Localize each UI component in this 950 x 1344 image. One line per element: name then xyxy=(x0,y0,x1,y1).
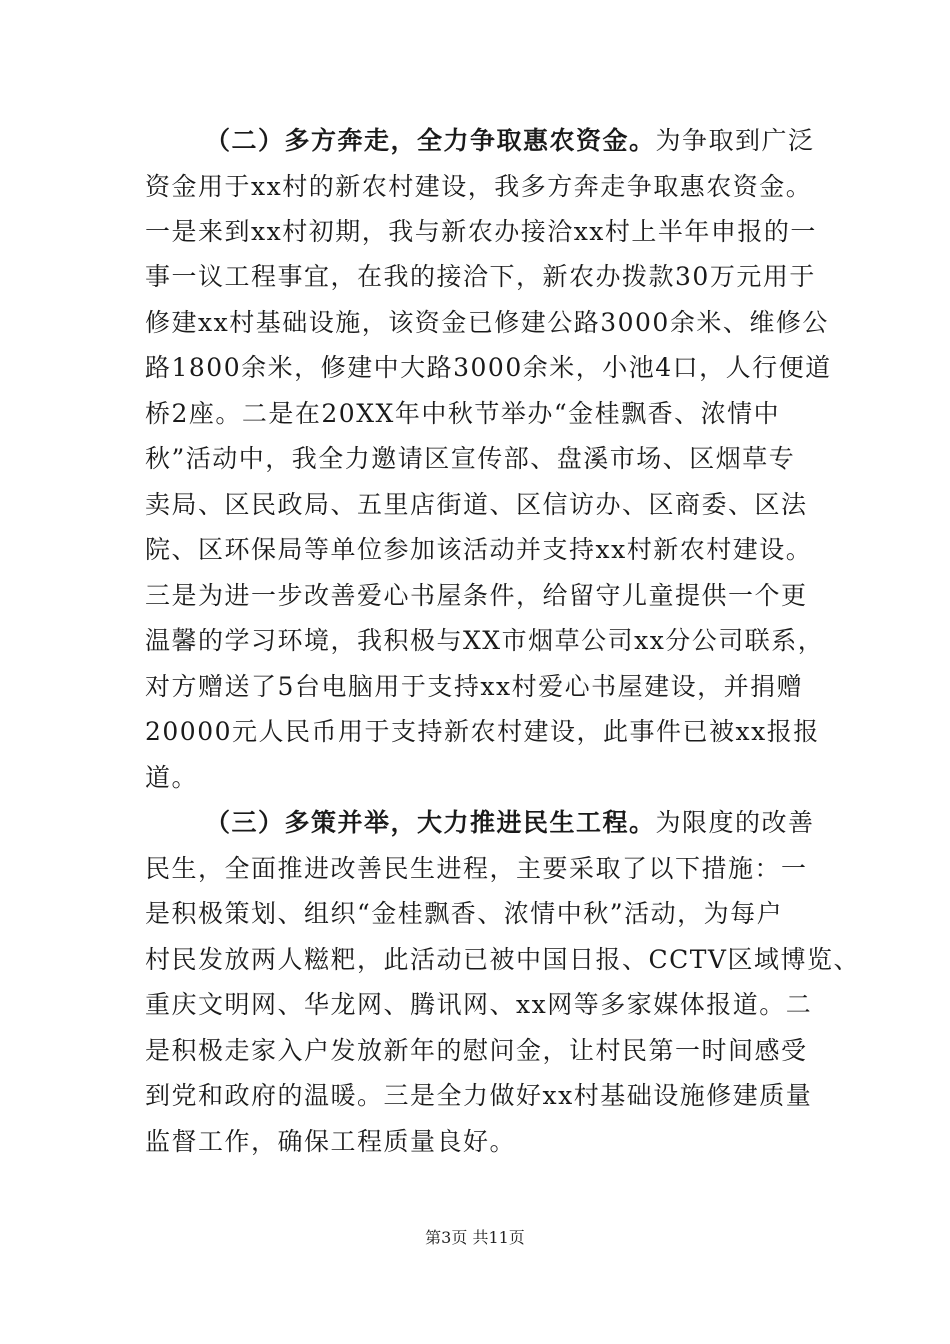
section2-line: 路1800余米，修建中大路3000余米，小池4口，人行便道 xyxy=(145,353,832,382)
section2-line: 三是为进一步改善爱心书屋条件，给留守儿童提供一个更 xyxy=(145,581,808,610)
section2-line: 院、区环保局等单位参加该活动并支持xx村新农村建设。 xyxy=(145,535,813,564)
section2-line: 秋”活动中，我全力邀请区宣传部、盘溪市场、区烟草专 xyxy=(145,444,796,473)
section2-line: 资金用于xx村的新农村建设，我多方奔走争取惠农资金。 xyxy=(145,172,813,201)
section3-line: 重庆文明网、华龙网、腾讯网、xx网等多家媒体报道。二 xyxy=(145,990,813,1019)
section3-heading: （三）多策并举，大力推进民生工程。 xyxy=(205,808,656,837)
section3-line: 村民发放两人糍粑，此活动已被中国日报、CCTV区域博览、 xyxy=(145,945,860,974)
section2-heading: （二）多方奔走，全力争取惠农资金。 xyxy=(205,126,656,155)
section3-line: 是积极策划、组织“金桂飘香、浓情中秋”活动，为每户 xyxy=(145,899,784,928)
section3-first-line xyxy=(205,806,815,840)
section3-line: 是积极走家入户发放新年的慰问金，让村民第一时间感受 xyxy=(145,1036,808,1065)
section2-line: 20000元人民币用于支持新农村建设，此事件已被xx报报 xyxy=(145,717,820,746)
section2-line: 对方赠送了5台电脑用于支持xx村爱心书屋建设，并捐赠 xyxy=(145,672,804,701)
section2-line: 桥2座。二是在20XX年中秋节举办“金桂飘香、浓情中 xyxy=(145,399,781,428)
page-number-footer: 第3页 共11页 xyxy=(425,1228,525,1247)
section2-line: 修建xx村基础设施，该资金已修建公路3000余米、维修公 xyxy=(145,308,829,337)
section2-line: 温馨的学习环境，我积极与XX市烟草公司xx分公司联系， xyxy=(145,626,825,655)
section2-line: 事一议工程事宜，在我的接洽下，新农办拨款30万元用于 xyxy=(145,262,816,291)
section2-first-line xyxy=(205,124,815,158)
section3-line: 民生，全面推进改善民生进程，主要采取了以下措施：一 xyxy=(145,854,808,883)
section3-line: 为限度的改善 xyxy=(655,808,815,837)
section2-line: 为争取到广泛 xyxy=(655,126,815,155)
section3-line: 监督工作，确保工程质量良好。 xyxy=(145,1127,517,1156)
section2-line: 道。 xyxy=(145,763,199,792)
section2-line: 一是来到xx村初期，我与新农办接洽xx村上半年申报的一 xyxy=(145,217,817,246)
section2-line: 卖局、区民政局、五里店街道、区信访办、区商委、区法 xyxy=(145,490,808,519)
section3-line: 到党和政府的温暖。三是全力做好xx村基础设施修建质量 xyxy=(145,1081,813,1110)
